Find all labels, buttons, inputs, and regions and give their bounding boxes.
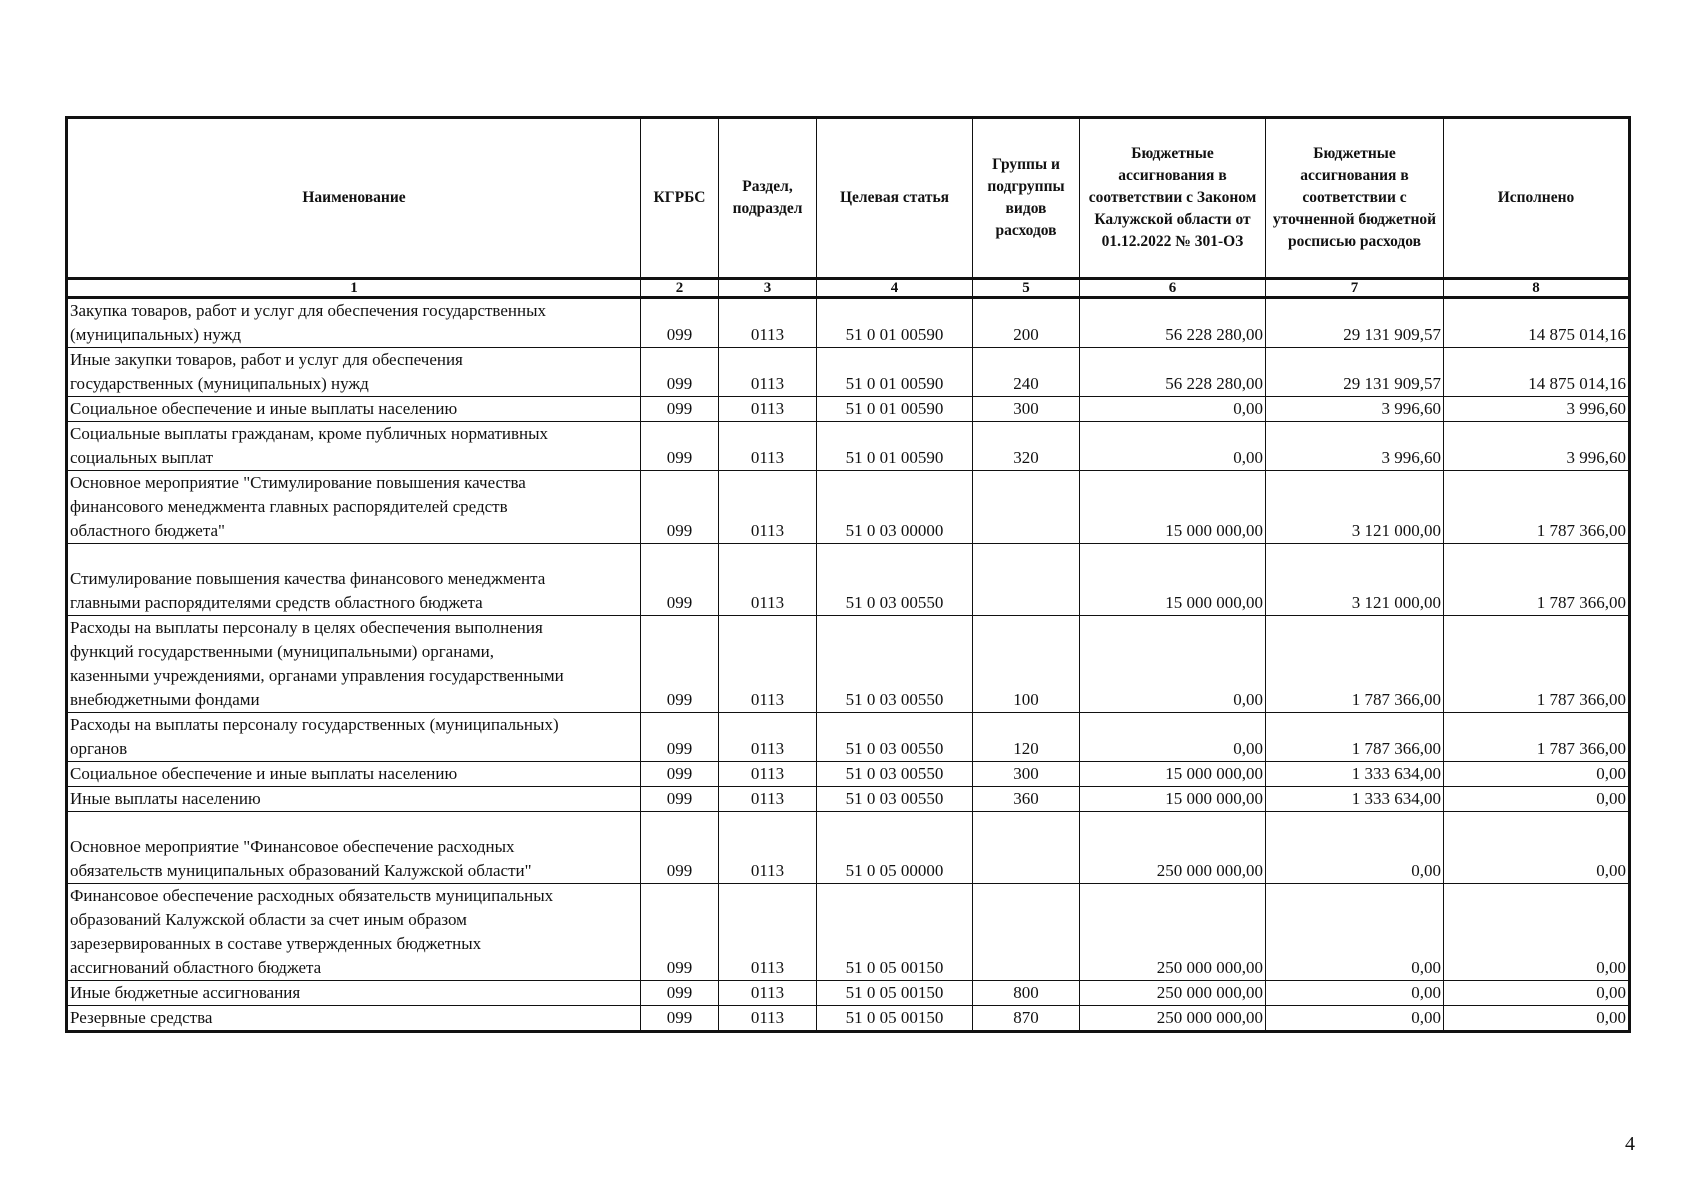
row-vid: 320	[973, 422, 1080, 471]
row-done: 0,00	[1444, 762, 1630, 787]
table-row	[67, 348, 1630, 397]
row-name: Социальное обеспечение и иные выплаты населению	[67, 762, 641, 787]
row-law: 15 000 000,00	[1080, 787, 1266, 812]
row-statya: 51 0 01 00590	[817, 397, 973, 422]
table-row	[67, 981, 1630, 1006]
row-rospis: 0,00	[1266, 1006, 1444, 1032]
row-kgrbs: 099	[641, 713, 719, 762]
row-law: 0,00	[1080, 422, 1266, 471]
column-number: 7	[1266, 279, 1444, 298]
row-razdel: 0113	[719, 762, 817, 787]
column-number: 3	[719, 279, 817, 298]
row-law: 0,00	[1080, 616, 1266, 713]
row-name: Стимулирование повышения качества финансового менеджмента главными распорядителями средств областного бюджета	[67, 544, 641, 616]
row-rospis: 1 333 634,00	[1266, 762, 1444, 787]
row-statya: 51 0 03 00000	[817, 471, 973, 544]
row-rospis: 1 787 366,00	[1266, 713, 1444, 762]
header-done: Исполнено	[1444, 118, 1630, 279]
row-vid: 200	[973, 298, 1080, 348]
row-razdel: 0113	[719, 544, 817, 616]
row-vid: 240	[973, 348, 1080, 397]
row-statya: 51 0 05 00150	[817, 981, 973, 1006]
row-name: Закупка товаров, работ и услуг для обеспечения государственных (муниципальных) нужд	[67, 298, 641, 348]
header-law: Бюджетные ассигнования в соответствии с Законом Калужской области от 01.12.2022 № 301-ОЗ	[1080, 118, 1266, 279]
row-statya: 51 0 05 00150	[817, 884, 973, 981]
row-done: 3 996,60	[1444, 422, 1630, 471]
row-done: 1 787 366,00	[1444, 544, 1630, 616]
table-header-row	[67, 118, 1630, 279]
row-vid	[973, 812, 1080, 884]
budget-table	[65, 116, 1631, 1033]
header-vid: Группы и подгруппы видов расходов	[973, 118, 1080, 279]
table-row	[67, 298, 1630, 348]
row-kgrbs: 099	[641, 616, 719, 713]
row-done: 0,00	[1444, 787, 1630, 812]
row-statya: 51 0 03 00550	[817, 713, 973, 762]
row-law: 250 000 000,00	[1080, 1006, 1266, 1032]
row-law: 0,00	[1080, 713, 1266, 762]
row-name: Иные закупки товаров, работ и услуг для обеспечения государственных (муниципальных) нужд	[67, 348, 641, 397]
header-statya: Целевая статья	[817, 118, 973, 279]
row-vid: 100	[973, 616, 1080, 713]
row-rospis: 1 333 634,00	[1266, 787, 1444, 812]
table-row	[67, 422, 1630, 471]
row-done: 1 787 366,00	[1444, 616, 1630, 713]
row-razdel: 0113	[719, 884, 817, 981]
header-rospis: Бюджетные ассигнования в соответствии с уточненной бюджетной росписью расходов	[1266, 118, 1444, 279]
row-law: 250 000 000,00	[1080, 981, 1266, 1006]
row-razdel: 0113	[719, 616, 817, 713]
row-kgrbs: 099	[641, 471, 719, 544]
row-done: 0,00	[1444, 1006, 1630, 1032]
table-row	[67, 544, 1630, 616]
row-name: Иные выплаты населению	[67, 787, 641, 812]
row-name: Социальное обеспечение и иные выплаты населению	[67, 397, 641, 422]
row-statya: 51 0 03 00550	[817, 616, 973, 713]
row-name: Социальные выплаты гражданам, кроме публичных нормативных социальных выплат	[67, 422, 641, 471]
column-number: 1	[67, 279, 641, 298]
table-row	[67, 471, 1630, 544]
row-statya: 51 0 05 00150	[817, 1006, 973, 1032]
row-name: Основное мероприятие "Финансовое обеспечение расходных обязательств муниципальных образований Калужской области"	[67, 812, 641, 884]
row-razdel: 0113	[719, 298, 817, 348]
table-row	[67, 713, 1630, 762]
row-law: 250 000 000,00	[1080, 884, 1266, 981]
row-rospis: 29 131 909,57	[1266, 348, 1444, 397]
row-done: 0,00	[1444, 884, 1630, 981]
row-law: 15 000 000,00	[1080, 544, 1266, 616]
row-name: Расходы на выплаты персоналу государственных (муниципальных) органов	[67, 713, 641, 762]
table-row	[67, 1006, 1630, 1032]
row-vid: 870	[973, 1006, 1080, 1032]
column-number: 5	[973, 279, 1080, 298]
row-rospis: 0,00	[1266, 884, 1444, 981]
row-done: 14 875 014,16	[1444, 348, 1630, 397]
row-done: 1 787 366,00	[1444, 713, 1630, 762]
row-razdel: 0113	[719, 348, 817, 397]
row-rospis: 1 787 366,00	[1266, 616, 1444, 713]
row-name: Основное мероприятие "Стимулирование повышения качества финансового менеджмента главных распорядителей средств областного бюджета"	[67, 471, 641, 544]
row-kgrbs: 099	[641, 348, 719, 397]
row-vid: 300	[973, 762, 1080, 787]
row-razdel: 0113	[719, 713, 817, 762]
row-law: 56 228 280,00	[1080, 348, 1266, 397]
row-kgrbs: 099	[641, 884, 719, 981]
row-kgrbs: 099	[641, 1006, 719, 1032]
row-done: 3 996,60	[1444, 397, 1630, 422]
row-done: 14 875 014,16	[1444, 298, 1630, 348]
header-name: Наименование	[67, 118, 641, 279]
column-number: 4	[817, 279, 973, 298]
row-kgrbs: 099	[641, 762, 719, 787]
row-vid: 360	[973, 787, 1080, 812]
column-number-row	[67, 279, 1630, 298]
table-row	[67, 397, 1630, 422]
row-statya: 51 0 01 00590	[817, 422, 973, 471]
row-razdel: 0113	[719, 812, 817, 884]
row-name: Резервные средства	[67, 1006, 641, 1032]
row-name: Иные бюджетные ассигнования	[67, 981, 641, 1006]
column-number: 8	[1444, 279, 1630, 298]
header-razdel: Раздел, подраздел	[719, 118, 817, 279]
row-name: Финансовое обеспечение расходных обязательств муниципальных образований Калужской области за счет иным образом зарезервированных в составе утвержденных бюджетных ассигнований областного бюджета	[67, 884, 641, 981]
row-statya: 51 0 03 00550	[817, 544, 973, 616]
row-kgrbs: 099	[641, 422, 719, 471]
row-kgrbs: 099	[641, 397, 719, 422]
table-row	[67, 787, 1630, 812]
row-done: 0,00	[1444, 812, 1630, 884]
row-kgrbs: 099	[641, 981, 719, 1006]
table-row	[67, 812, 1630, 884]
row-statya: 51 0 01 00590	[817, 298, 973, 348]
row-kgrbs: 099	[641, 787, 719, 812]
row-razdel: 0113	[719, 981, 817, 1006]
row-razdel: 0113	[719, 787, 817, 812]
row-vid: 800	[973, 981, 1080, 1006]
row-law: 56 228 280,00	[1080, 298, 1266, 348]
row-rospis: 3 121 000,00	[1266, 544, 1444, 616]
row-statya: 51 0 05 00000	[817, 812, 973, 884]
row-razdel: 0113	[719, 1006, 817, 1032]
column-number: 2	[641, 279, 719, 298]
row-law: 15 000 000,00	[1080, 471, 1266, 544]
table-row	[67, 762, 1630, 787]
row-razdel: 0113	[719, 397, 817, 422]
row-rospis: 3 121 000,00	[1266, 471, 1444, 544]
row-vid: 300	[973, 397, 1080, 422]
row-razdel: 0113	[719, 422, 817, 471]
row-rospis: 3 996,60	[1266, 397, 1444, 422]
table-row	[67, 884, 1630, 981]
row-done: 1 787 366,00	[1444, 471, 1630, 544]
row-law: 250 000 000,00	[1080, 812, 1266, 884]
row-vid	[973, 884, 1080, 981]
row-law: 0,00	[1080, 397, 1266, 422]
row-statya: 51 0 03 00550	[817, 787, 973, 812]
row-done: 0,00	[1444, 981, 1630, 1006]
page-number: 4	[1625, 1133, 1635, 1155]
header-kgrbs: КГРБС	[641, 118, 719, 279]
row-kgrbs: 099	[641, 544, 719, 616]
row-rospis: 3 996,60	[1266, 422, 1444, 471]
row-vid: 120	[973, 713, 1080, 762]
row-law: 15 000 000,00	[1080, 762, 1266, 787]
row-rospis: 29 131 909,57	[1266, 298, 1444, 348]
row-rospis: 0,00	[1266, 812, 1444, 884]
row-rospis: 0,00	[1266, 981, 1444, 1006]
row-name: Расходы на выплаты персоналу в целях обеспечения выполнения функций государственными (муниципальными) органами, казенными учреждениями, органами управления государственными внебюджетными фондами	[67, 616, 641, 713]
row-vid	[973, 471, 1080, 544]
row-statya: 51 0 01 00590	[817, 348, 973, 397]
row-kgrbs: 099	[641, 298, 719, 348]
row-razdel: 0113	[719, 471, 817, 544]
row-statya: 51 0 03 00550	[817, 762, 973, 787]
row-kgrbs: 099	[641, 812, 719, 884]
table-row	[67, 616, 1630, 713]
column-number: 6	[1080, 279, 1266, 298]
row-vid	[973, 544, 1080, 616]
